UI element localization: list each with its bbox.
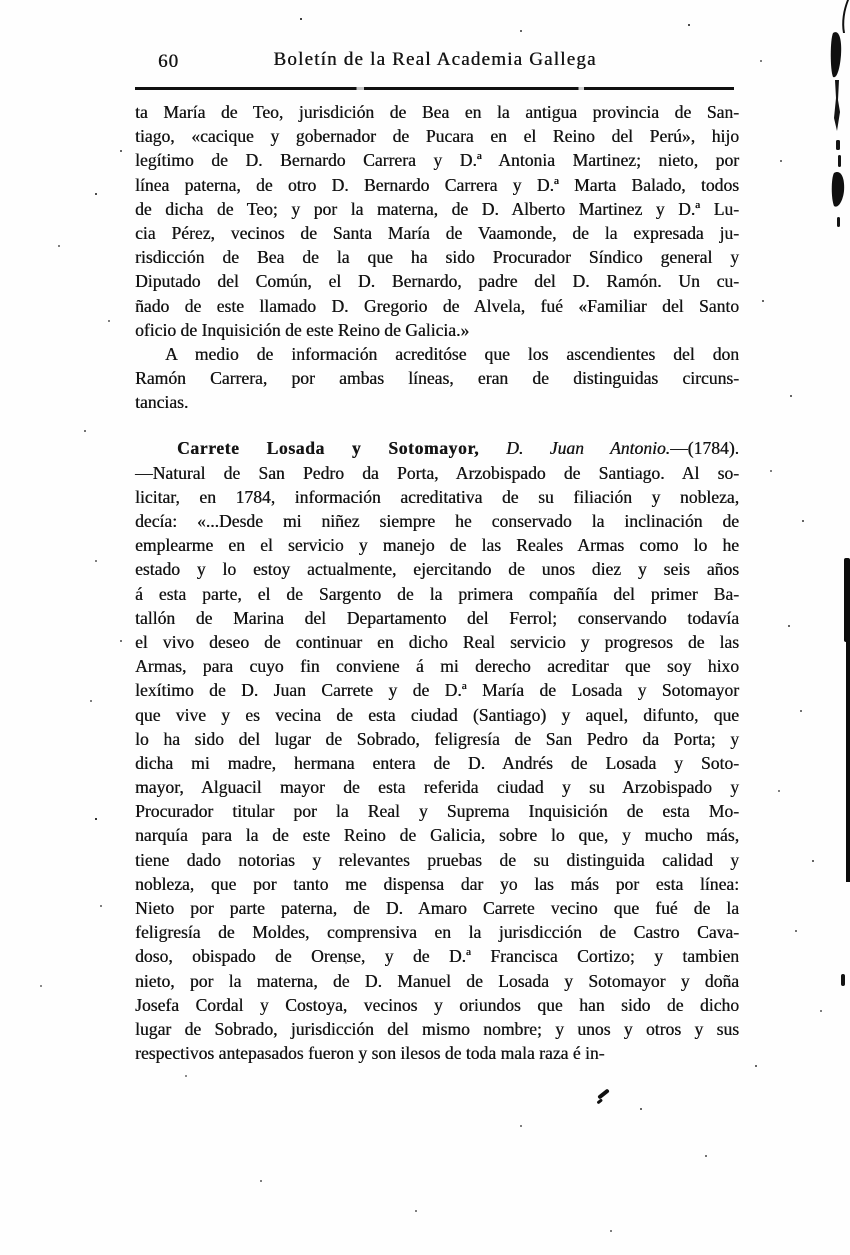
header-title: Boletín de la Real Academia Gallega <box>273 49 597 70</box>
page-edge-artifact <box>820 0 850 1255</box>
text-line: lexítimo de D. Juan Carrete y de D.ª María de Losada y Sotomayor <box>135 680 739 701</box>
text-line: tiene dado notorias y relevantes pruebas de su distinguida calidad y <box>135 849 739 870</box>
text-line: ta María de Teo, jurisdición de Bea en la antigua provincia de San- <box>135 102 739 122</box>
text-line: Nieto por parte paterna, de D. Amaro Carrete vecino que fué de la <box>135 898 739 918</box>
text-line: legítimo de D. Bernardo Carrera y D.ª Antonia Martinez; nieto, por <box>135 150 739 171</box>
text-line: Ramón Carrera, por ambas líneas, eran de distinguidas circuns- <box>135 368 739 389</box>
text-line: ñado de este llamado D. Gregorio de Alvela, fué «Familiar del Santo <box>135 295 739 316</box>
text-line: estado y lo estoy actualmente, ejercitando de unos diez y seis años <box>135 559 739 580</box>
text-line: tiago, «cacique y gobernador de Pucara en el Reino del Perú», hijo <box>135 126 739 147</box>
text-line: narquía para la de este Reino de Galicia, sobre lo que, y mucho más, <box>135 825 739 846</box>
text-line: tancias. <box>135 392 189 413</box>
entry-name: Carrete Losada y Sotomayor, <box>177 438 507 459</box>
ink-mark <box>597 1088 610 1099</box>
text-line: decía: «...Desde mi niñez siempre he conservado la inclinación de <box>135 511 739 531</box>
paragraph <box>135 436 739 1065</box>
text-line: A medio de información acreditóse que los ascendientes del don <box>165 343 739 364</box>
text-line: licitar, en 1784, información acreditativa de su filiación y nobleza, <box>135 486 739 507</box>
text-line: de dicha de Teo; y por la materna, de D. Alberto Martinez y D.ª Lu- <box>135 198 739 219</box>
text-line: cia Pérez, vecinos de Santa María de Vaamonde, de la expresada ju- <box>135 222 739 243</box>
text-line: oficio de Inquisición de este Reino de Galicia.» <box>135 319 470 340</box>
text-line: emplearme en el servicio y manejo de las Reales Armas como lo he <box>135 535 739 556</box>
entry-date: —(1784). <box>670 438 739 459</box>
text-line: Diputado del Común, el D. Bernardo, padre del D. Ramón. Un cu- <box>135 271 739 292</box>
text-line: Armas, para cuyo fin conviene á mi derecho acreditar que soy hixo <box>135 656 739 677</box>
text-line: —Natural de San Pedro da Porta, Arzobispado de Santiago. Al so- <box>135 462 739 483</box>
entry-person: D. Juan Antonio. <box>506 438 671 459</box>
text-line: nieto, por la materna, de D. Manuel de Losada y Sotomayor y doña <box>135 970 739 991</box>
text-line: mayor, Alguacil mayor de esta referida ciudad y su Arzobispado y <box>135 777 739 798</box>
text-line: risdicción de Bea de la que ha sido Procurador Síndico general y <box>135 247 739 268</box>
text-line: á esta parte, el de Sargento de la primera compañía del primer Ba- <box>135 583 739 604</box>
text-line: tallón de Marina del Departamento del Ferrol; conservando todavía <box>135 607 739 628</box>
paragraph <box>135 342 739 415</box>
page-number: 60 <box>158 51 179 72</box>
text-line: lo ha sido del lugar de Sobrado, feligresía de San Pedro da Porta; y <box>135 728 739 749</box>
text-line: Josefa Cordal y Costoya, vecinos y oriundos que han sido de dicho <box>135 994 739 1015</box>
text-line: nobleza, que por tanto me dispensa dar yo las más por esta línea: <box>135 873 739 894</box>
text-line: doso, obispado de Orense, y de D.ª Francisca Cortizo; y tambien <box>135 946 739 967</box>
page-body <box>135 100 739 1065</box>
text-line: el vivo deseo de continuar en dicho Real servicio y progresos de las <box>135 631 739 652</box>
text-line: Procurador titular por la Real y Suprema Inquisición de esta Mo- <box>135 801 739 822</box>
text-line: lugar de Sobrado, jurisdicción del mismo nombre; y unos y otros y sus <box>135 1018 739 1039</box>
text-line <box>135 436 739 460</box>
text-line: que vive y es vecina de esta ciudad (Santiago) y aquel, difunto, que <box>135 704 739 725</box>
header-rule <box>135 87 734 90</box>
text-line: línea paterna, de otro D. Bernardo Carrera y D.ª Marta Balado, todos <box>135 174 739 195</box>
text-line: dicha mi madre, hermana entera de D. Andrés de Losada y Soto- <box>135 752 739 773</box>
paragraph <box>135 100 739 342</box>
text-line: feligresía de Moldes, comprensiva en la jurisdicción de Castro Cava- <box>135 922 739 943</box>
scan-speckles <box>0 0 2 2</box>
text-line: respectivos antepasados fueron y son ilesos de toda mala raza é in- <box>135 1043 605 1064</box>
